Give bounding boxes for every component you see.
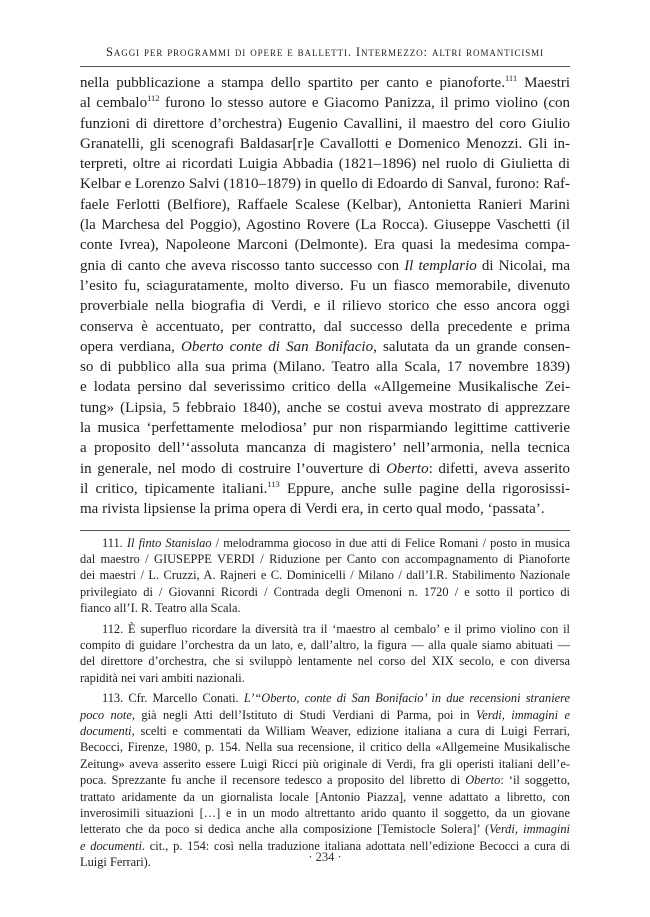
footnote-line: 112. È superfluo ricordare la diversità tra il ‘maestro al cembalo’ e il primo violino con il xyxy=(102,621,570,636)
footnote-rule xyxy=(80,530,570,531)
text-line: proverbiale nella biografia di Verdi, e il rilievo storico che esso ancora oggi xyxy=(80,298,570,315)
text-line: in generale, nel modo di costruire l’ouverture di Oberto: difetti, aveva asserito xyxy=(80,460,570,477)
footnotes xyxy=(80,535,570,871)
page xyxy=(80,44,570,875)
opera-title: Il templario xyxy=(404,257,477,274)
footnote-ref[interactable]: 112 xyxy=(147,93,160,104)
text-line: tung» (Lipsia, 5 febbraio 1840), anche se costui aveva mostrato di apprezzare xyxy=(80,399,570,416)
text-line: funzioni di direttore d’orchestra) Eugenio Cavallini, il maestro del coro Giulio xyxy=(80,115,570,132)
text-line: e lodata persino dal severissimo critico della «Allgemeine Musikalische Zei- xyxy=(80,379,570,396)
running-head: Saggi per programmi di opere e balletti. Intermezzo: altri romanticismi xyxy=(106,45,544,59)
opera-title: Oberto conte di San Bonifacio xyxy=(181,338,374,355)
footnote-111 xyxy=(80,535,570,617)
footnote-line: inverosimili situazioni […] e in un modo altrettanto arido quanto il soggetto, da un giovane xyxy=(80,806,570,821)
footnote-line: dal maestro / GIUSEPPE VERDI / Riduzione per Canto con accompagnamento di Pianoforte xyxy=(80,551,570,566)
text-line: Kelbar e Lorenzo Salvi (1810–1879) in quello di Edoardo di Sanval, furono: Raf- xyxy=(80,176,570,193)
footnote-line: poco note, già negli Atti dell’Istituto di Studi Verdiani di Parma, poi in Verdi, immagini e xyxy=(80,707,570,722)
main-text xyxy=(80,73,570,520)
text-line: al cembalo$^{112}$ furono lo stesso autore e Giacomo Panizza, il primo violino (con xyxy=(80,93,570,112)
header-rule xyxy=(80,66,570,67)
footnote-line: Luigi Ferrari). xyxy=(80,855,151,870)
footnote-line: letterato che da poco si dedica anche alla composizione [Temistocle Solera]’ (Verdi, immagini xyxy=(80,822,570,837)
footnote-113 xyxy=(80,690,570,870)
opera-title: Oberto xyxy=(386,460,429,477)
footnote-line: e documenti. cit., p. 154: così nella traduzione italiana adottata nell’edizione Becocci a cura di xyxy=(80,838,570,853)
text-line: conte Ivrea), Napoleone Marconi (Delmonte). Era quasi la medesima compa- xyxy=(80,237,570,254)
text-line: conserva è accentuato, per contratto, dal successo della precedente e prima xyxy=(80,318,570,335)
footnote-line: compito di guidare l’orchestra da un lato, e, dall’altro, la figura — alla quale siamo abituati — xyxy=(80,637,570,652)
footnote-112 xyxy=(80,621,570,687)
footnote-line: del direttore d’orchestra, che si sviluppò lentamente nel corso del XIX secolo, e con diversa xyxy=(80,654,570,669)
footnote-line: documenti, scelti e commentati da William Weaver, edizione italiana a cura di Luigi Ferrari, xyxy=(80,724,570,738)
page-number: · 234 · xyxy=(308,850,342,864)
footnote-line: privilegiato di / Giovanni Ricordi / Contrada degli Omenoni n. 1720 / e sotto il portico di xyxy=(80,584,570,599)
footnote-ref[interactable]: 113 xyxy=(267,478,280,489)
footnote-line: fianco all’I. R. Teatro alla Scala. xyxy=(80,601,241,616)
text-line: nella pubblicazione a stampa dello spartito per canto e pianoforte.$^{111}$ Maestri xyxy=(80,73,570,91)
footnote-line: dei maestri / L. Cruzzi, A. Rajneri e C. Dominicelli / Milano / dall’I.R. Stabilimento Nazionale xyxy=(80,568,570,583)
text-line: faele Ferlotti (Belfiore), Raffaele Scalese (Kelbar), Antonietta Ranieri Marini xyxy=(80,196,570,213)
text-line: il critico, tipicamente italiani.$^{113}$ Eppure, anche sulle pagine della rigorosissi- xyxy=(80,478,570,497)
text-line: a proposito dell’‘assoluta mancanza di magistero’ nell’armonia, nella tecnica xyxy=(80,440,570,457)
footnote-line: trattato aridamente da un giornalista locale [Antonio Piazza], venne adattato a libretto, con xyxy=(80,789,570,804)
footnote-line: poca. Sprezzante fu anche il recensore tedesco a proposito del libretto di Oberto: ‘il soggetto, xyxy=(80,773,570,788)
footnote-line: 111. Il finto Stanislao / melodramma giocoso in due atti di Felice Romani / posto in musica xyxy=(102,535,570,550)
footnote-line: rapidità nei vari ambiti nazionali. xyxy=(80,670,245,685)
footnote-line: Becocci, Firenze, 1980, p. 154. Nella sua recensione, il critico della «Allgemeine Musikalische xyxy=(80,740,570,755)
text-line: terpreti, oltre ai ricordati Luigia Abbadia (1821–1896) nel ruolo di Giulietta di xyxy=(80,156,570,173)
footnote-ref[interactable]: 111 xyxy=(504,73,518,83)
text-line: la musica ‘perfettamente melodiosa’ pur non risparmiando legittime cattiverie xyxy=(80,420,570,437)
footnote-line: Zeitung» aveva asserito essere Luigi Ricci più originale di Verdi, fra gli operisti italiani dell’e- xyxy=(80,756,570,771)
text-line: ma rivista lipsiense la prima opera di Verdi era, in certo qual modo, ‘passata’. xyxy=(80,501,545,518)
text-line: l’esito fu, sciaguratamente, molto diverso. Fu un fiasco memorabile, divenuto xyxy=(80,277,570,294)
text-line: Granatelli, gli scenografi Baldasar[r]e Cavallotti e Domenico Menozzi. Gli in- xyxy=(80,135,570,152)
text-line: gnia di canto che aveva riscosso tanto successo con Il templario di Nicolai, ma xyxy=(80,257,571,274)
footnote-line: 113. Cfr. Marcello Conati. L’“Oberto, conte di San Bonifacio’ in due recensioni straniere xyxy=(102,691,570,706)
text-line: so di pubblico alla sua prima (Milano. Teatro alla Scala, 17 novembre 1839) xyxy=(80,359,570,376)
text-line: (la Marchesa del Poggio), Agostino Rovere (La Rocca). Giuseppe Vaschetti (il xyxy=(80,217,570,234)
text-line: opera verdiana, Oberto conte di San Bonifacio, salutata da un grande consen- xyxy=(80,338,571,355)
